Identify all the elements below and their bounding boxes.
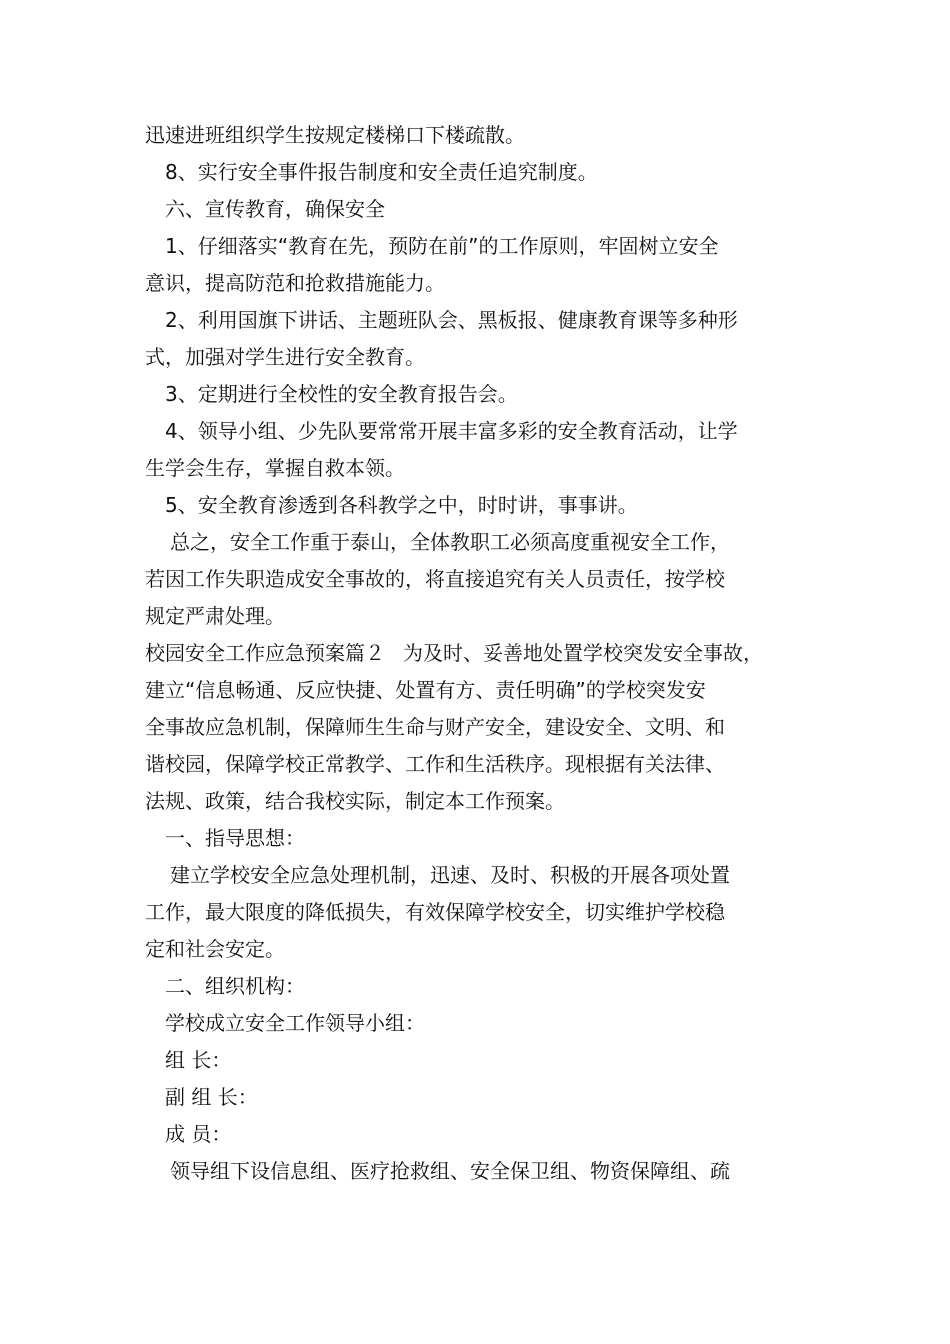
text-line: 式，加强对学生进行安全教育。 xyxy=(145,345,425,369)
text-line: 定和社会安定。 xyxy=(145,937,285,961)
text-line: 成 员： xyxy=(165,1122,232,1146)
text-line: 2、利用国旗下讲话、主题班队会、黑板报、健康教育课等多种形 xyxy=(165,308,738,332)
section-heading: 六、宣传教育，确保安全 xyxy=(165,197,385,221)
text-line: 规定严肃处理。 xyxy=(145,604,285,628)
text-line: 5、安全教育渗透到各科教学之中，时时讲，事事讲。 xyxy=(165,493,638,517)
text-line: 1、仔细落实“教育在先，预防在前”的工作原则，牢固树立安全 xyxy=(165,234,719,258)
text-line: 学校成立安全工作领导小组： xyxy=(165,1011,425,1035)
section-heading: 二、组织机构： xyxy=(165,974,305,998)
text-fragment: 为及时、妥善地处置学校突发安全事故， xyxy=(403,641,763,665)
text-line: 8、实行安全事件报告制度和安全责任追究制度。 xyxy=(165,160,598,184)
text-line: 生学会生存，掌握自救本领。 xyxy=(145,456,405,480)
text-line: 全事故应急机制，保障师生生命与财产安全，建设安全、文明、和 xyxy=(145,715,725,739)
text-line: 领导组下设信息组、医疗抢救组、安全保卫组、物资保障组、疏 xyxy=(170,1159,730,1183)
text-line: 法规、政策，结合我校实际，制定本工作预案。 xyxy=(145,789,565,813)
text-line: 总之，安全工作重于泰山，全体教职工必须高度重视安全工作， xyxy=(170,530,730,554)
text-line: 3、定期进行全校性的安全教育报告会。 xyxy=(165,382,518,406)
text-line: 意识，提高防范和抢救措施能力。 xyxy=(145,271,445,295)
text-line: 若因工作失职造成安全事故的，将直接追究有关人员责任，按学校 xyxy=(145,567,725,591)
document-heading: 校园安全工作应急预案篇２ xyxy=(145,641,385,665)
text-line: 建立“信息畅通、反应快捷、处置有方、责任明确”的学校突发安 xyxy=(145,678,706,702)
text-line: 组 长： xyxy=(165,1048,232,1072)
document-body xyxy=(145,117,820,1190)
text-line: 副 组 长： xyxy=(165,1085,258,1109)
text-line: 4、领导小组、少先队要常常开展丰富多彩的安全教育活动，让学 xyxy=(165,419,738,443)
section-heading: 一、指导思想： xyxy=(165,826,305,850)
text-line: 工作，最大限度的降低损失，有效保障学校安全，切实维护学校稳 xyxy=(145,900,725,924)
text-line xyxy=(145,635,820,672)
text-line: 谐校园，保障学校正常教学、工作和生活秩序。现根据有关法律、 xyxy=(145,752,725,776)
text-line: 迅速进班组织学生按规定楼梯口下楼疏散。 xyxy=(145,123,525,147)
text-line: 建立学校安全应急处理机制，迅速、及时、积极的开展各项处置 xyxy=(170,863,730,887)
